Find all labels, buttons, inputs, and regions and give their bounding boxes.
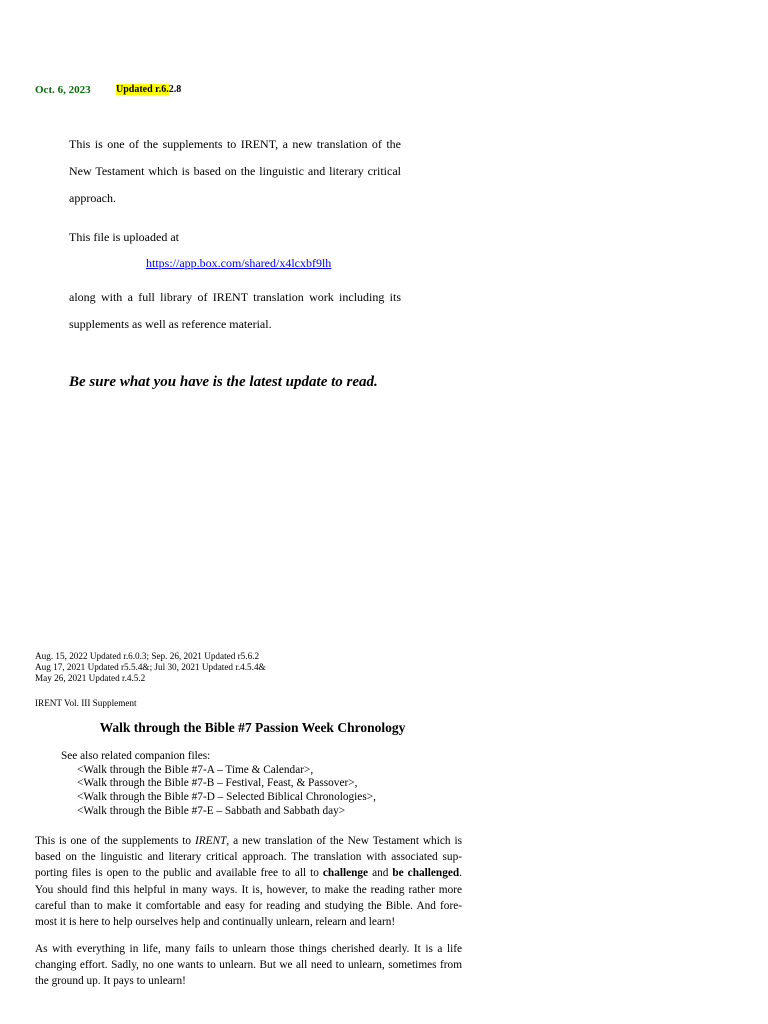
companion-files: [61, 750, 376, 819]
update-history: [35, 651, 266, 684]
body-text-span: and: [368, 867, 393, 880]
body-paragraph-1: [35, 833, 462, 930]
history-line: Aug 17, 2021 Updated r5.5.4&; Jul 30, 2021 Updated r.4.5.4&: [35, 662, 266, 672]
history-line: May 26, 2021 Updated r.4.5.2: [35, 673, 146, 683]
box-share-link[interactable]: https://app.box.com/shared/x4lcxbf9lh: [146, 256, 332, 270]
body-text-span: . You should find this helpful in many ways. It is, however, to make the reading rather more careful than to make it comfortable and easy for reading and studying the Bible. And fore-most it is here to help ourselves help and continually unlearn, relearn and learn!: [35, 867, 462, 929]
revision-date: Oct. 6, 2023: [35, 84, 91, 96]
history-line: Aug. 15, 2022 Updated r.6.0.3; Sep. 26, 2021 Updated r5.6.2: [35, 651, 260, 661]
companion-file-item: <Walk through the Bible #7-E – Sabbath and Sabbath day>: [77, 804, 346, 817]
library-paragraph: along with a full library of IRENT translation work including its supplements as well as reference material.: [69, 290, 401, 331]
update-version-rest: 2.8: [168, 84, 182, 95]
companion-file-item: <Walk through the Bible #7-B – Festival, Feast, & Passover>,: [77, 777, 358, 790]
body-text-span: , a new translation of the New Testament which is based on the linguistic and literary critical approach. The translation with associated sup-porting files is open to the public and available free to all to: [35, 835, 462, 880]
document-title: Walk through the Bible #7 Passion Week Chronology: [99, 720, 406, 735]
companion-file-item: <Walk through the Bible #7-D – Selected Biblical Chronologies>,: [77, 791, 376, 804]
latest-update-callout: Be sure what you have is the latest update to read.: [69, 374, 378, 390]
be-challenged-bold: be challenged: [392, 867, 460, 880]
body-text-span: This is one of the supplements to: [35, 835, 196, 847]
irent-italic: IRENT: [195, 835, 227, 847]
intro-paragraph: This is one of the supplements to IRENT, a new translation of the New Testament which is based on the linguistic and literary critical approach.: [69, 137, 401, 205]
update-version-highlight: Updated r.6.: [116, 84, 169, 95]
challenge-bold: challenge: [322, 867, 369, 880]
companion-file-item: <Walk through the Bible #7-A – Time & Calendar>,: [77, 763, 314, 776]
companion-files-label: See also related companion files:: [61, 750, 211, 762]
update-version: [116, 84, 181, 95]
upload-location-label: This file is uploaded at: [69, 230, 179, 244]
volume-label: IRENT Vol. III Supplement: [35, 698, 137, 708]
body-paragraph-2: As with everything in life, many fails to unlearn those things cherished dearly. It is a life changing effort. Sadly, no one wants to unlearn. But we all need to unlearn, sometimes from the ground up. It pays to unlearn!: [35, 943, 462, 988]
